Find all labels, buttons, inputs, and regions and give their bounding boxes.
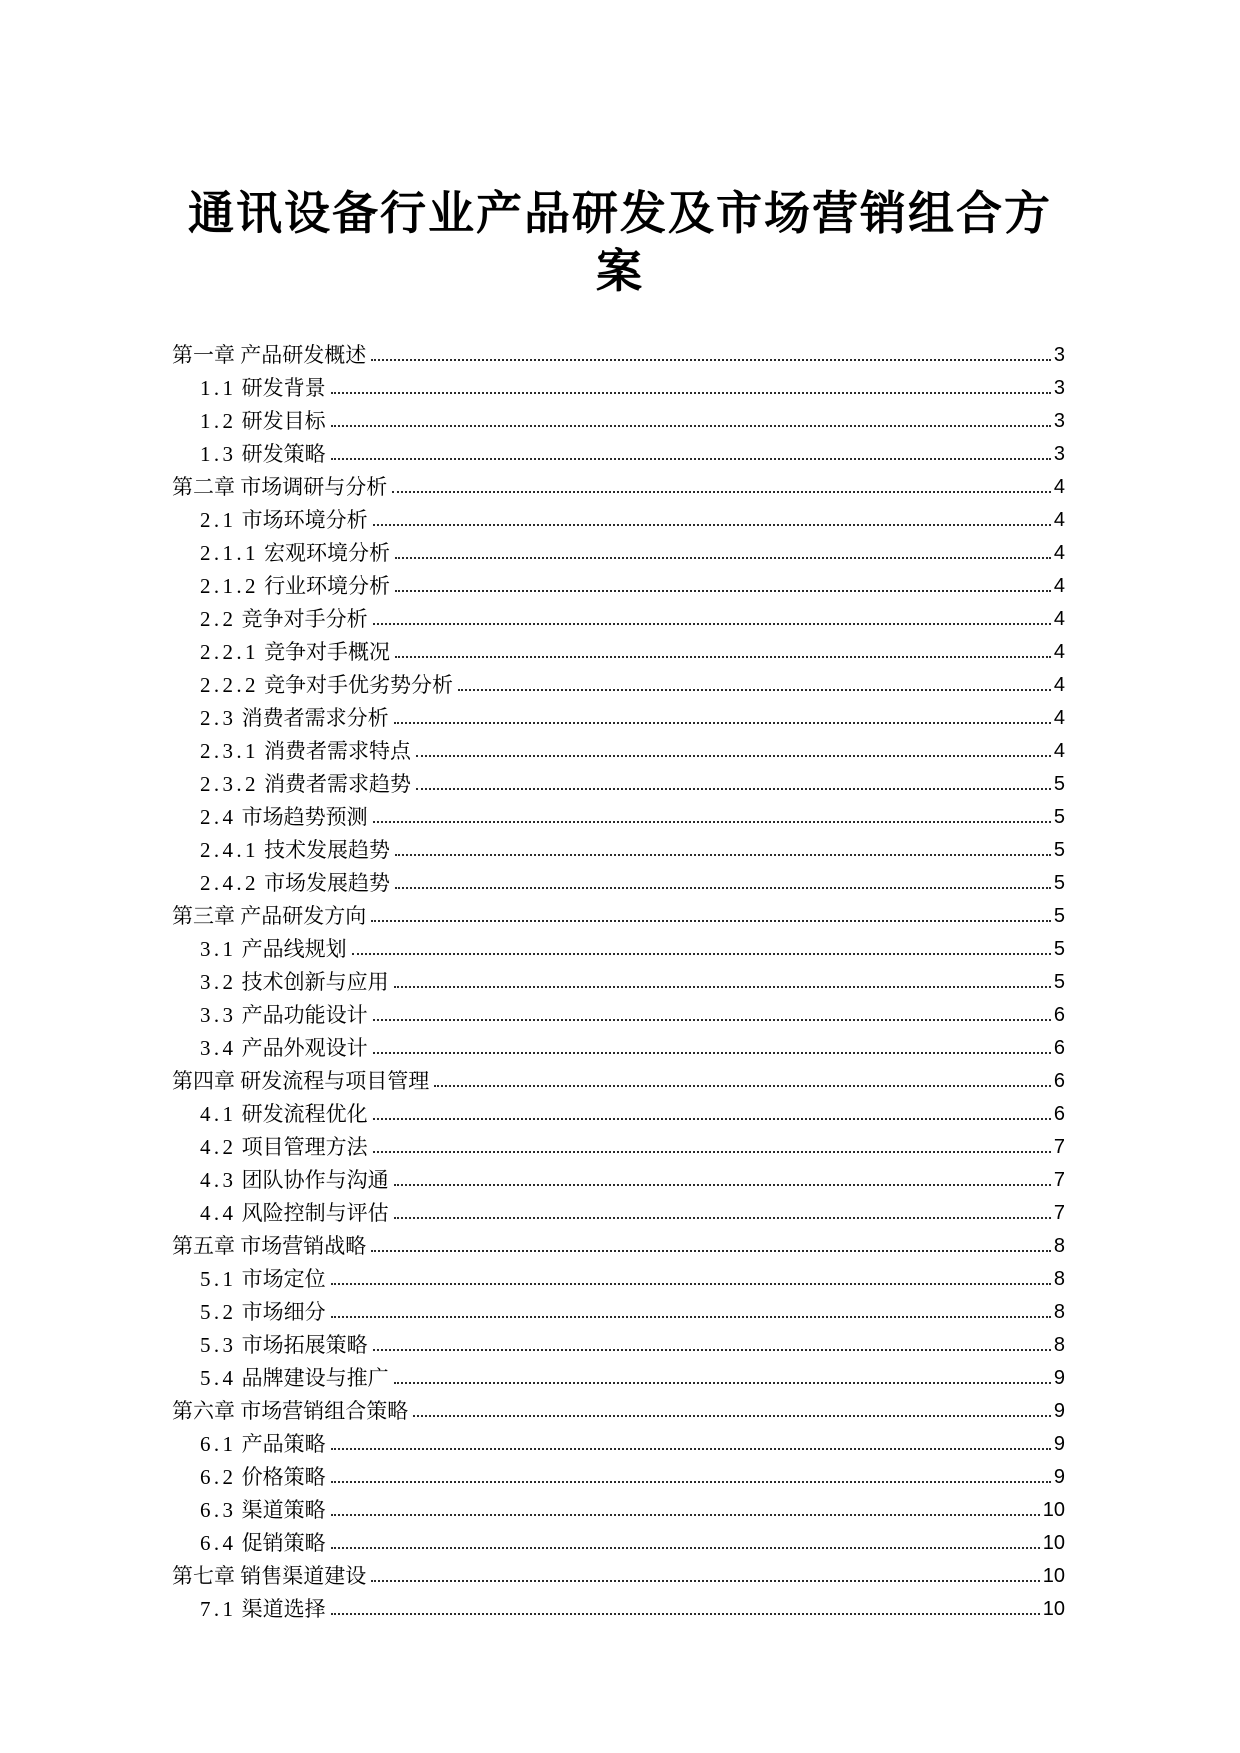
toc-entry[interactable] xyxy=(172,533,1065,566)
toc-entry-text xyxy=(172,804,368,830)
toc-entry[interactable] xyxy=(172,1094,1065,1127)
toc-dot-leader xyxy=(373,1349,1051,1351)
toc-dot-leader xyxy=(331,1547,1040,1549)
toc-entry-number: 6.2 xyxy=(200,1465,237,1489)
toc-entry[interactable] xyxy=(172,797,1065,830)
toc-dot-leader xyxy=(458,689,1051,691)
toc-dot-leader xyxy=(392,491,1051,493)
toc-dot-leader xyxy=(373,524,1051,526)
toc-entry-text xyxy=(172,474,387,500)
toc-entry[interactable] xyxy=(172,566,1065,599)
toc-entry-number: 3.4 xyxy=(200,1036,237,1060)
toc-page-number: 9 xyxy=(1053,1466,1065,1488)
toc-entry-label: 消费者需求分析 xyxy=(236,706,389,730)
toc-dot-leader xyxy=(371,359,1051,361)
toc-entry-number: 6.4 xyxy=(200,1531,237,1555)
toc-entry-label: 研发流程与项目管理 xyxy=(235,1069,430,1093)
toc-page-number: 4 xyxy=(1053,575,1065,597)
toc-entry[interactable] xyxy=(172,764,1065,797)
toc-entry[interactable] xyxy=(172,1424,1065,1457)
document-title: 通讯设备行业产品研发及市场营销组合方案 xyxy=(188,188,1052,297)
toc-entry-number: 4.1 xyxy=(200,1102,237,1126)
toc-entry-text xyxy=(172,705,389,731)
toc-dot-leader xyxy=(395,590,1051,592)
toc-page-number: 8 xyxy=(1053,1268,1065,1290)
toc-entry-label: 研发流程优化 xyxy=(236,1102,368,1126)
toc-entry[interactable] xyxy=(172,1490,1065,1523)
toc-entry[interactable] xyxy=(172,1127,1065,1160)
toc-entry-label: 消费者需求趋势 xyxy=(258,772,412,796)
toc-entry-number: 3.2 xyxy=(200,970,237,994)
toc-dot-leader xyxy=(395,557,1051,559)
toc-entry-number: 5.1 xyxy=(200,1267,237,1291)
toc-entry-number: 6.1 xyxy=(200,1432,237,1456)
toc-entry-number: 1.3 xyxy=(200,442,237,466)
toc-dot-leader xyxy=(373,1052,1051,1054)
toc-page-number: 10 xyxy=(1042,1565,1065,1587)
toc-entry-label: 产品研发概述 xyxy=(235,343,367,367)
toc-entry-number: 2.3 xyxy=(200,706,237,730)
toc-entry-number: 第二章 xyxy=(172,475,235,499)
toc-entry-label: 市场营销战略 xyxy=(235,1234,367,1258)
toc-entry-number: 第一章 xyxy=(172,343,235,367)
toc-entry-number: 2.4.2 xyxy=(200,871,259,895)
toc-dot-leader xyxy=(373,1019,1051,1021)
toc-page-number: 9 xyxy=(1053,1400,1065,1422)
toc-entry-label: 研发目标 xyxy=(236,409,326,433)
toc-entry-text xyxy=(172,408,326,434)
toc-dot-leader xyxy=(373,1151,1051,1153)
toc-entry[interactable] xyxy=(172,929,1065,962)
toc-entry-text xyxy=(172,738,411,764)
toc-dot-leader xyxy=(394,1184,1051,1186)
toc-entry-text xyxy=(172,1002,368,1028)
toc-entry-number: 6.3 xyxy=(200,1498,237,1522)
toc-dot-leader xyxy=(331,1481,1051,1483)
toc-entry-number: 第四章 xyxy=(172,1069,235,1093)
toc-entry-number: 2.3.1 xyxy=(200,739,259,763)
toc-entry-text xyxy=(172,936,347,962)
toc-page-number: 4 xyxy=(1053,542,1065,564)
toc-entry-number: 1.1 xyxy=(200,376,237,400)
toc-entry-label: 渠道策略 xyxy=(236,1498,326,1522)
toc-dot-leader xyxy=(394,1382,1051,1384)
toc-page-number: 7 xyxy=(1053,1136,1065,1158)
toc-entry-text xyxy=(172,342,366,368)
toc-page-number: 6 xyxy=(1053,1103,1065,1125)
toc-entry-text xyxy=(172,837,390,863)
toc-entry[interactable] xyxy=(172,698,1065,731)
toc-entry-text xyxy=(172,1035,368,1061)
toc-entry-text xyxy=(172,1266,326,1292)
toc-entry-label: 渠道选择 xyxy=(236,1597,326,1621)
toc-entry[interactable] xyxy=(172,632,1065,665)
toc-entry-number: 4.4 xyxy=(200,1201,237,1225)
toc-entry-number: 2.1.1 xyxy=(200,541,259,565)
toc-dot-leader xyxy=(331,392,1051,394)
toc-entry-number: 7.1 xyxy=(200,1597,237,1621)
toc-entry-label: 市场环境分析 xyxy=(236,508,368,532)
toc-entry[interactable] xyxy=(172,401,1065,434)
toc-entry-label: 市场定位 xyxy=(236,1267,326,1291)
toc-entry-text xyxy=(172,1596,326,1622)
toc-entry-label: 竞争对手概况 xyxy=(258,640,391,664)
toc-dot-leader xyxy=(371,1250,1051,1252)
toc-page-number: 8 xyxy=(1053,1334,1065,1356)
toc-page-number: 9 xyxy=(1053,1367,1065,1389)
toc-entry-label: 竞争对手优劣势分析 xyxy=(258,673,454,697)
toc-page-number: 4 xyxy=(1053,707,1065,729)
toc-entry[interactable] xyxy=(172,500,1065,533)
toc-entry[interactable] xyxy=(172,599,1065,632)
toc-entry[interactable] xyxy=(172,1292,1065,1325)
toc-entry-label: 团队协作与沟通 xyxy=(236,1168,389,1192)
toc-entry-text xyxy=(172,441,326,467)
table-of-contents xyxy=(172,335,1065,1622)
toc-entry-number: 1.2 xyxy=(200,409,237,433)
toc-entry[interactable] xyxy=(172,1391,1065,1424)
toc-page-number: 4 xyxy=(1053,509,1065,531)
toc-entry-number: 2.2.2 xyxy=(200,673,259,697)
toc-entry-text xyxy=(172,870,390,896)
toc-entry[interactable] xyxy=(172,434,1065,467)
toc-entry-number: 2.1 xyxy=(200,508,237,532)
toc-entry-label: 价格策略 xyxy=(236,1465,326,1489)
toc-entry-label: 市场拓展策略 xyxy=(236,1333,368,1357)
toc-entry-text xyxy=(172,375,326,401)
toc-entry-label: 行业环境分析 xyxy=(258,574,391,598)
toc-entry-text xyxy=(172,1563,366,1589)
toc-entry-label: 消费者需求特点 xyxy=(258,739,412,763)
toc-dot-leader xyxy=(395,656,1051,658)
toc-entry[interactable] xyxy=(172,731,1065,764)
toc-entry-label: 宏观环境分析 xyxy=(258,541,391,565)
toc-entry[interactable] xyxy=(172,1589,1065,1622)
toc-page-number: 4 xyxy=(1053,476,1065,498)
toc-dot-leader xyxy=(331,1514,1040,1516)
toc-page-number: 5 xyxy=(1053,839,1065,861)
toc-page-number: 5 xyxy=(1053,905,1065,927)
toc-page-number: 10 xyxy=(1042,1598,1065,1620)
toc-entry-text xyxy=(172,573,390,599)
toc-entry-text xyxy=(172,1530,326,1556)
toc-entry-label: 市场细分 xyxy=(236,1300,326,1324)
toc-entry-number: 2.4.1 xyxy=(200,838,259,862)
toc-dot-leader xyxy=(416,788,1051,790)
toc-entry-text xyxy=(172,1497,326,1523)
toc-entry-label: 项目管理方法 xyxy=(236,1135,368,1159)
toc-entry-text xyxy=(172,672,453,698)
toc-dot-leader xyxy=(413,1415,1051,1417)
toc-dot-leader xyxy=(373,623,1051,625)
toc-entry[interactable] xyxy=(172,1259,1065,1292)
toc-page-number: 5 xyxy=(1053,938,1065,960)
toc-entry-text xyxy=(172,1134,368,1160)
toc-entry-text xyxy=(172,1101,368,1127)
toc-entry-text xyxy=(172,771,411,797)
toc-page-number: 5 xyxy=(1053,971,1065,993)
toc-page-number: 9 xyxy=(1053,1433,1065,1455)
toc-entry-text xyxy=(172,1398,408,1424)
toc-entry-label: 技术创新与应用 xyxy=(236,970,389,994)
toc-entry-text xyxy=(172,1167,389,1193)
toc-entry[interactable] xyxy=(172,995,1065,1028)
toc-page-number: 5 xyxy=(1053,872,1065,894)
toc-entry-text xyxy=(172,1233,366,1259)
toc-entry-number: 2.2 xyxy=(200,607,237,631)
toc-entry-number: 2.3.2 xyxy=(200,772,259,796)
toc-entry-number: 5.4 xyxy=(200,1366,237,1390)
toc-page-number: 5 xyxy=(1053,806,1065,828)
toc-entry-label: 产品策略 xyxy=(236,1432,326,1456)
toc-entry-label: 产品外观设计 xyxy=(236,1036,368,1060)
toc-entry-text xyxy=(172,1068,429,1094)
toc-entry-text xyxy=(172,507,368,533)
toc-entry[interactable] xyxy=(172,1061,1065,1094)
toc-entry-label: 品牌建设与推广 xyxy=(236,1366,389,1390)
toc-entry-number: 第七章 xyxy=(172,1564,235,1588)
toc-entry-label: 产品线规划 xyxy=(236,937,347,961)
toc-page-number: 10 xyxy=(1042,1499,1065,1521)
toc-page-number: 8 xyxy=(1053,1301,1065,1323)
toc-entry-label: 市场发展趋势 xyxy=(258,871,391,895)
toc-page-number: 6 xyxy=(1053,1004,1065,1026)
toc-page-number: 5 xyxy=(1053,773,1065,795)
toc-entry-label: 销售渠道建设 xyxy=(235,1564,367,1588)
toc-dot-leader xyxy=(371,1580,1040,1582)
toc-entry-label: 风险控制与评估 xyxy=(236,1201,389,1225)
toc-entry-label: 研发背景 xyxy=(236,376,326,400)
toc-page-number: 3 xyxy=(1053,344,1065,366)
toc-entry[interactable] xyxy=(172,896,1065,929)
toc-dot-leader xyxy=(394,986,1051,988)
toc-entry-number: 第三章 xyxy=(172,904,235,928)
toc-entry[interactable] xyxy=(172,335,1065,368)
toc-dot-leader xyxy=(352,953,1051,955)
toc-entry-label: 市场营销组合策略 xyxy=(235,1399,409,1423)
toc-dot-leader xyxy=(331,458,1051,460)
toc-entry[interactable] xyxy=(172,863,1065,896)
toc-page-number: 4 xyxy=(1053,674,1065,696)
toc-entry-number: 5.2 xyxy=(200,1300,237,1324)
toc-dot-leader xyxy=(416,755,1051,757)
toc-page-number: 3 xyxy=(1053,410,1065,432)
toc-entry[interactable] xyxy=(172,1556,1065,1589)
toc-dot-leader xyxy=(331,1283,1051,1285)
toc-entry[interactable] xyxy=(172,962,1065,995)
toc-entry-text xyxy=(172,903,366,929)
toc-entry[interactable] xyxy=(172,467,1065,500)
toc-dot-leader xyxy=(394,1217,1051,1219)
toc-entry[interactable] xyxy=(172,1523,1065,1556)
toc-entry-number: 2.1.2 xyxy=(200,574,259,598)
toc-entry-number: 5.3 xyxy=(200,1333,237,1357)
toc-entry[interactable] xyxy=(172,1028,1065,1061)
toc-page-number: 8 xyxy=(1053,1235,1065,1257)
toc-entry-number: 3.3 xyxy=(200,1003,237,1027)
toc-dot-leader xyxy=(395,887,1051,889)
toc-entry-label: 研发策略 xyxy=(236,442,326,466)
toc-entry-text xyxy=(172,1200,389,1226)
toc-entry-text xyxy=(172,1365,389,1391)
toc-page-number: 10 xyxy=(1042,1532,1065,1554)
toc-entry-label: 产品研发方向 xyxy=(235,904,367,928)
toc-entry-text xyxy=(172,1464,326,1490)
toc-entry-text xyxy=(172,639,390,665)
toc-entry[interactable] xyxy=(172,830,1065,863)
toc-entry-label: 促销策略 xyxy=(236,1531,326,1555)
toc-page-number: 3 xyxy=(1053,377,1065,399)
toc-page-number: 4 xyxy=(1053,641,1065,663)
toc-dot-leader xyxy=(331,425,1051,427)
toc-entry-number: 4.2 xyxy=(200,1135,237,1159)
toc-page-number: 7 xyxy=(1053,1169,1065,1191)
toc-page-number: 4 xyxy=(1053,608,1065,630)
toc-entry[interactable] xyxy=(172,368,1065,401)
toc-entry-label: 市场调研与分析 xyxy=(235,475,388,499)
toc-dot-leader xyxy=(331,1613,1040,1615)
toc-page-number: 6 xyxy=(1053,1037,1065,1059)
toc-entry-label: 技术发展趋势 xyxy=(258,838,391,862)
toc-dot-leader xyxy=(331,1316,1051,1318)
toc-entry-label: 产品功能设计 xyxy=(236,1003,368,1027)
toc-entry-number: 第六章 xyxy=(172,1399,235,1423)
toc-entry[interactable] xyxy=(172,1325,1065,1358)
toc-entry[interactable] xyxy=(172,665,1065,698)
toc-dot-leader xyxy=(434,1085,1051,1087)
toc-entry-text xyxy=(172,969,389,995)
toc-entry-text xyxy=(172,1299,326,1325)
toc-dot-leader xyxy=(371,920,1051,922)
toc-page-number: 7 xyxy=(1053,1202,1065,1224)
toc-entry[interactable] xyxy=(172,1457,1065,1490)
toc-entry-text xyxy=(172,606,368,632)
toc-dot-leader xyxy=(373,1118,1051,1120)
toc-page-number: 4 xyxy=(1053,740,1065,762)
toc-entry-text xyxy=(172,540,390,566)
toc-entry[interactable] xyxy=(172,1226,1065,1259)
toc-page-number: 3 xyxy=(1053,443,1065,465)
toc-entry-number: 3.1 xyxy=(200,937,237,961)
toc-entry-number: 2.2.1 xyxy=(200,640,259,664)
toc-dot-leader xyxy=(373,821,1051,823)
toc-entry[interactable] xyxy=(172,1193,1065,1226)
toc-entry-number: 2.4 xyxy=(200,805,237,829)
toc-dot-leader xyxy=(394,722,1051,724)
toc-entry[interactable] xyxy=(172,1160,1065,1193)
toc-entry[interactable] xyxy=(172,1358,1065,1391)
toc-dot-leader xyxy=(331,1448,1051,1450)
toc-entry-text xyxy=(172,1332,368,1358)
toc-page-number: 6 xyxy=(1053,1070,1065,1092)
toc-entry-label: 竞争对手分析 xyxy=(236,607,368,631)
toc-dot-leader xyxy=(395,854,1051,856)
toc-entry-label: 市场趋势预测 xyxy=(236,805,368,829)
toc-entry-number: 4.3 xyxy=(200,1168,237,1192)
toc-entry-number: 第五章 xyxy=(172,1234,235,1258)
toc-entry-text xyxy=(172,1431,326,1457)
